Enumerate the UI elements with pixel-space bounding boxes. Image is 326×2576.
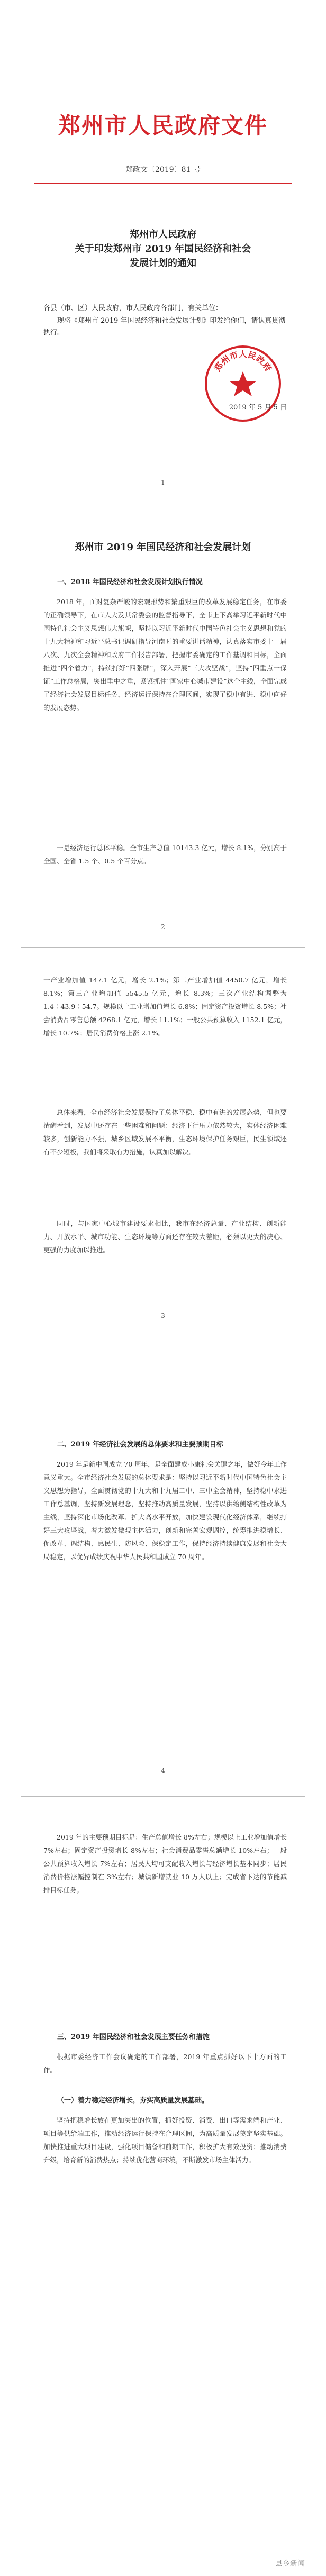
watermark-logo: 县乡新闻 — [275, 2560, 305, 2568]
section-1-paragraph-1: 2018 年，面对复杂严峻的宏观形势和繁重艰巨的改革发展稳定任务，在市委的正确领导下，在市人大及其常委会的监督指导下，全市上下高举习近平新时代中国特色社会主义思想伟大旗帜，坚持以习近平新时代中国特色社会主义思想和党的十九大精神和习近平总书记调研指导河南时的重要讲话精神，认真落实市委十一届八次、九次全会精神和政府工作报告部署，把握市委确定的工作基调和目标，全面推进“四个着力”，持续打好“四张牌”，深入开展“三大攻坚战”，坚持“四重点一保证”工作总格局，突出重中之重，紧紧抓住“国家中心城市建设”这个主线，全面完成了经济社会发展目标任务，经济运行保持在合理区间，实现了稳中有进、稳中向好的发展态势。 — [43, 598, 287, 712]
seal-text: 郑州市人民政府 — [212, 349, 274, 374]
notice-title-line-3: 发展计划的通知 — [130, 258, 196, 269]
section-3-paragraph-2: 坚持把稳增长放在更加突出的位置，抓好投资、消费、出口等需求端和产业、项目等供给端工作，推动经济运行保持在合理区间，为高质量发展奠定坚实基础。加快推进重大项目建设，强化项目储备和前期工作，积极扩大有效投资；推动消费升级，培育新的消费热点；持续优化营商环境，不断激发市场主体活力。 — [43, 2116, 287, 2164]
page-number-1: — 1 — — [152, 479, 174, 486]
section-2-paragraph-2: 2019 年的主要预期目标是：生产总值增长 8%左右；规模以上工业增加值增长 7%左右；固定资产投资增长 8%左右；社会消费品零售总额增长 10%左右；一般公共预算收入增长 7%左右；居民人均可支配收入增长与经济增长基本同步；居民消费价格涨幅控制在 3%左右；城镇新增就业 10 万人以上；完成省下达的节能减排目标任务。 — [43, 1833, 287, 1894]
signature-date: 2019 年 5 月 5 日 — [229, 404, 287, 412]
section-1-paragraph-4: 总体来看，全市经济社会发展保持了总体平稳、稳中有进的发展态势，但也要清醒看到，发展中还存在一些困难和问题：经济下行压力依然较大，实体经济困难较多，创新能力不强，城乡区域发展不平衡，生态环境保护任务艰巨，民生领域还有不少短板，我们将采取有力措施，认真加以解决。 — [43, 1108, 287, 1156]
page-number-2: — 2 — — [152, 923, 174, 931]
page-break-line — [21, 1796, 305, 1797]
section-2-heading: 二、2019 年经济社会发展的总体要求和主要预期目标 — [57, 1441, 223, 1449]
section-3-heading: 三、2019 年国民经济和社会发展主要任务和措施 — [57, 2033, 210, 2041]
section-1-paragraph-5: 同时，与国家中心城市建设要求相比，我市在经济总量、产业结构、创新能力、开放水平、城市功能、生态环境等方面还存在较大差距，必须以更大的决心、更强的力度加以推进。 — [43, 1219, 287, 1254]
notice-body: 现将《郑州市 2019 年国民经济和社会发展计划》印发给你们，请认真贯彻执行。 — [43, 317, 286, 336]
notice-title-line-2: 关于印发郑州市 2019 年国民经济和社会 — [75, 243, 251, 254]
notice-recipients: 各县（市、区）人民政府，市人民政府各部门，有关单位： — [43, 304, 223, 312]
masthead-title: 郑州市人民政府文件 — [58, 113, 268, 139]
notice-title — [0, 227, 326, 270]
page-number-4: — 4 — — [152, 1767, 174, 1774]
notice-title-line-1: 郑州市人民政府 — [130, 229, 196, 240]
section-1-paragraph-2: 一是经济运行总体平稳。全市生产总值 10143.3 亿元，增长 8.1%，分别高于全国、全省 1.5 个、0.5 个百分点。 — [43, 844, 287, 865]
red-divider-line — [34, 183, 292, 184]
section-3-subheading-1: （一）着力稳定经济增长，夯实高质量发展基础。 — [57, 2097, 209, 2105]
section-3-paragraph-1: 根据市委经济工作会议确定的工作部署，2019 年重点抓好以下十方面的工作。 — [43, 2053, 287, 2074]
plan-title: 郑州市 2019 年国民经济和社会发展计划 — [75, 542, 251, 553]
section-2-paragraph-1: 2019 年是新中国成立 70 周年，是全面建成小康社会关键之年，做好今年工作意义重大。全市经济社会发展的总体要求是：坚持以习近平新时代中国特色社会主义思想为指导，全面贯彻党的十九大和十九届二中、三中全会精神，坚持稳中求进工作总基调，坚持新发展理念，坚持推动高质量发展，坚持以供给侧结构性改革为主线，坚持深化市场化改革、扩大高水平开放，加快建设现代化经济体系，继续打好三大攻坚战，着力激发微观主体活力，创新和完善宏观调控，统筹推进稳增长、促改革、调结构、惠民生、防风险、保稳定工作，保持经济持续健康发展和社会大局稳定，以优异成绩庆祝中华人民共和国成立 70 周年。 — [43, 1460, 287, 1561]
section-1-heading: 一、2018 年国民经济和社会发展计划执行情况 — [57, 578, 203, 586]
document-number: 郑政文〔2019〕81 号 — [125, 166, 201, 174]
section-1-paragraph-3: 一产业增加值 147.1 亿元，增长 2.1%；第二产业增加值 4450.7 亿元，增长 8.1%；第三产业增加值 5545.5 亿元，增长 8.3%；三次产业结构调整为 1.4∶43.9∶54.7。规模以上工业增加值增长 6.8%；固定资产投资增长 8.5%；社会消费品零售总额 4268.1 亿元，增长 11.1%；一般公共预算收入 1152.1 亿元，增长 10.7%；居民消费价格上涨 2.1%。 — [43, 976, 287, 1037]
page-number-3: — 3 — — [152, 1312, 174, 1319]
page-break-line — [21, 947, 305, 948]
